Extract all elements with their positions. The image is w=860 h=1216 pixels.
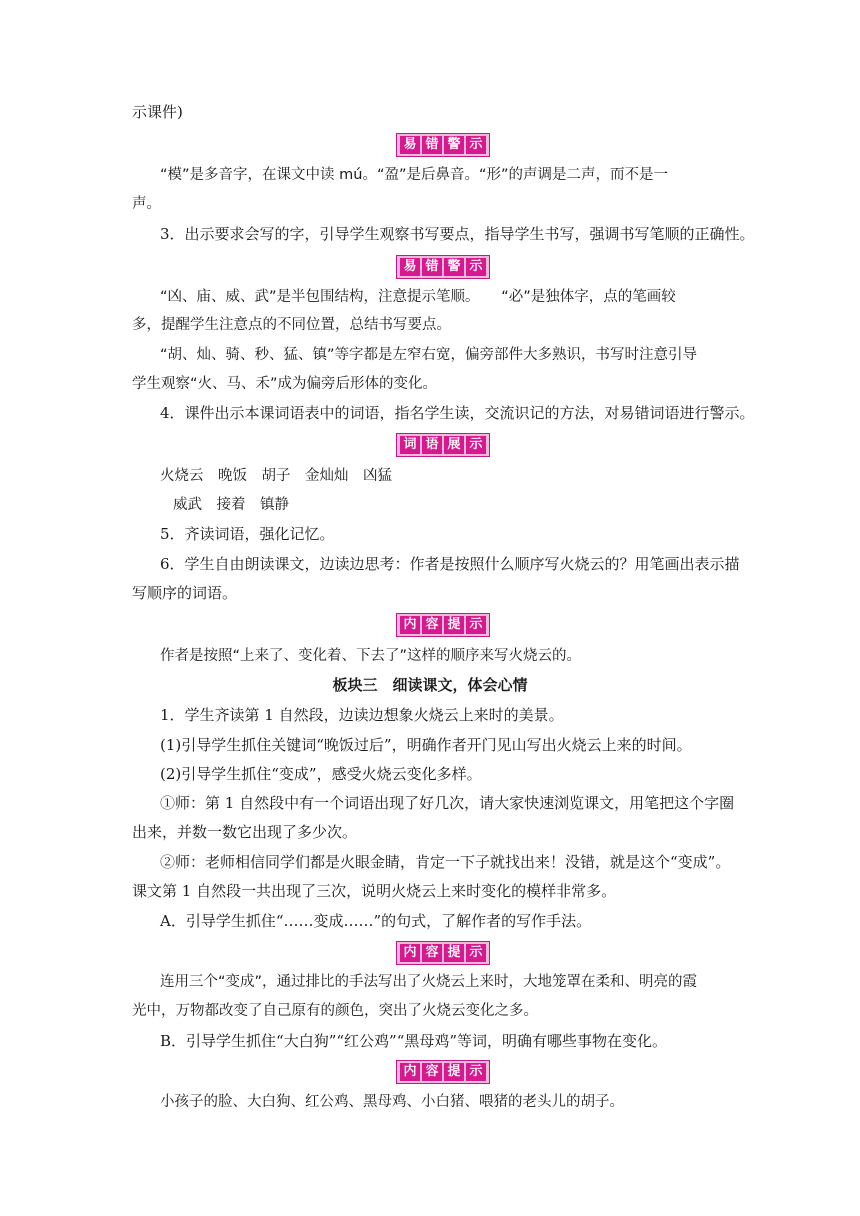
text-line: “凶、庙、威、武”是半包围结构，注意提示笔顺。 “必”是独体字，点的笔画较	[160, 289, 676, 305]
badge-char: 警	[444, 136, 464, 154]
text-line: 示课件)	[132, 103, 183, 121]
text-line: 学生观察“火、马、禾”成为偏旁后形体的变化。	[132, 376, 438, 392]
text-line: 6．学生自由朗读课文，边读边思考：作者是按照什么顺序写火烧云的？用笔画出表示描	[160, 555, 740, 573]
badge-char: 易	[400, 136, 420, 154]
text-line: 光中，万物都改变了自己原有的颜色，突出了火烧云变化之多。	[132, 1003, 538, 1019]
word-list-line: 威武 接着 镇静	[173, 497, 289, 513]
text-line: 4．课件出示本课词语表中的词语，指名学生读，交流识记的方法，对易错词语进行警示。	[160, 404, 755, 422]
badge-word-display	[396, 433, 490, 457]
badge-char: 错	[422, 258, 442, 276]
badge-content-tip	[396, 941, 490, 965]
badge-char: 容	[422, 616, 442, 634]
badge-char: 容	[422, 1063, 442, 1081]
badge-char: 提	[444, 1063, 464, 1081]
badge-char: 错	[422, 136, 442, 154]
text-line: 出来，并数一数它出现了多少次。	[132, 823, 358, 841]
badge-char: 内	[400, 944, 420, 962]
text-line: ②师：老师相信同学们都是火眼金睛，肯定一下子就找出来！没错，就是这个“变成”。	[160, 853, 731, 871]
badge-char: 内	[400, 616, 420, 634]
text-line: 3．出示要求会写的字，引导学生观察书写要点，指导学生书写，强调书写笔顺的正确性。	[160, 225, 755, 243]
text-line: 声。	[132, 196, 161, 212]
badge-char: 示	[466, 1063, 486, 1081]
badge-char: 容	[422, 944, 442, 962]
text-line: 多，提醒学生注意点的不同位置，总结书写要点。	[132, 317, 451, 333]
badge-char: 展	[444, 436, 464, 454]
badge-error-warning	[396, 133, 490, 157]
badge-char: 内	[400, 1063, 420, 1081]
badge-char: 示	[466, 258, 486, 276]
text-line: 连用三个“变成”，通过排比的手法写出了火烧云上来时，大地笼罩在柔和、明亮的霞	[160, 974, 698, 990]
badge-char: 词	[400, 436, 420, 454]
badge-content-tip	[396, 613, 490, 637]
text-line: (2)引导学生抓住“变成”，感受火烧云变化多样。	[160, 765, 482, 783]
badge-char: 警	[444, 258, 464, 276]
text-line: 1．学生齐读第 1 自然段，边读边想象火烧云上来时的美景。	[160, 706, 564, 724]
section-heading: 板块三 细读课文，体会心情	[332, 676, 528, 694]
text-line: 5．齐读词语，强化记忆。	[160, 525, 335, 543]
badge-char: 提	[444, 944, 464, 962]
badge-char: 语	[422, 436, 442, 454]
badge-char: 提	[444, 616, 464, 634]
badge-error-warning	[396, 255, 490, 279]
text-line: “模”是多音字，在课文中读 mú。“盈”是后鼻音。“形”的声调是二声，而不是一	[160, 167, 668, 183]
text-line: 小孩子的脸、大白狗、红公鸡、黑母鸡、小白猪、喂猪的老头儿的胡子。	[160, 1094, 624, 1110]
text-line: ①师：第 1 自然段中有一个词语出现了好几次，请大家快速浏览课文，用笔把这个字圈	[160, 794, 735, 812]
badge-char: 示	[466, 436, 486, 454]
text-line: B．引导学生抓住“大白狗”“红公鸡”“黑母鸡”等词，明确有哪些事物在变化。	[160, 1032, 668, 1050]
badge-char: 易	[400, 258, 420, 276]
badge-content-tip	[396, 1060, 490, 1084]
badge-char: 示	[466, 944, 486, 962]
word-list-line: 火烧云 晚饭 胡子 金灿灿 凶猛	[160, 468, 392, 484]
text-line: 作者是按照“上来了、变化着、下去了”这样的顺序来写火烧云的。	[160, 648, 582, 664]
text-line: A．引导学生抓住“……变成……”的句式，了解作者的写作手法。	[160, 912, 592, 930]
text-line: 写顺序的词语。	[132, 584, 238, 602]
badge-char: 示	[466, 136, 486, 154]
badge-char: 示	[466, 616, 486, 634]
text-line: (1)引导学生抓住关键词“晚饭过后”，明确作者开门见山写出火烧云上来的时间。	[160, 736, 692, 754]
text-line: “胡、灿、骑、秒、猛、镇”等字都是左窄右宽，偏旁部件大多熟识，书写时注意引导	[160, 347, 698, 363]
text-line: 课文第 1 自然段一共出现了三次，说明火烧云上来时变化的模样非常多。	[132, 882, 617, 900]
